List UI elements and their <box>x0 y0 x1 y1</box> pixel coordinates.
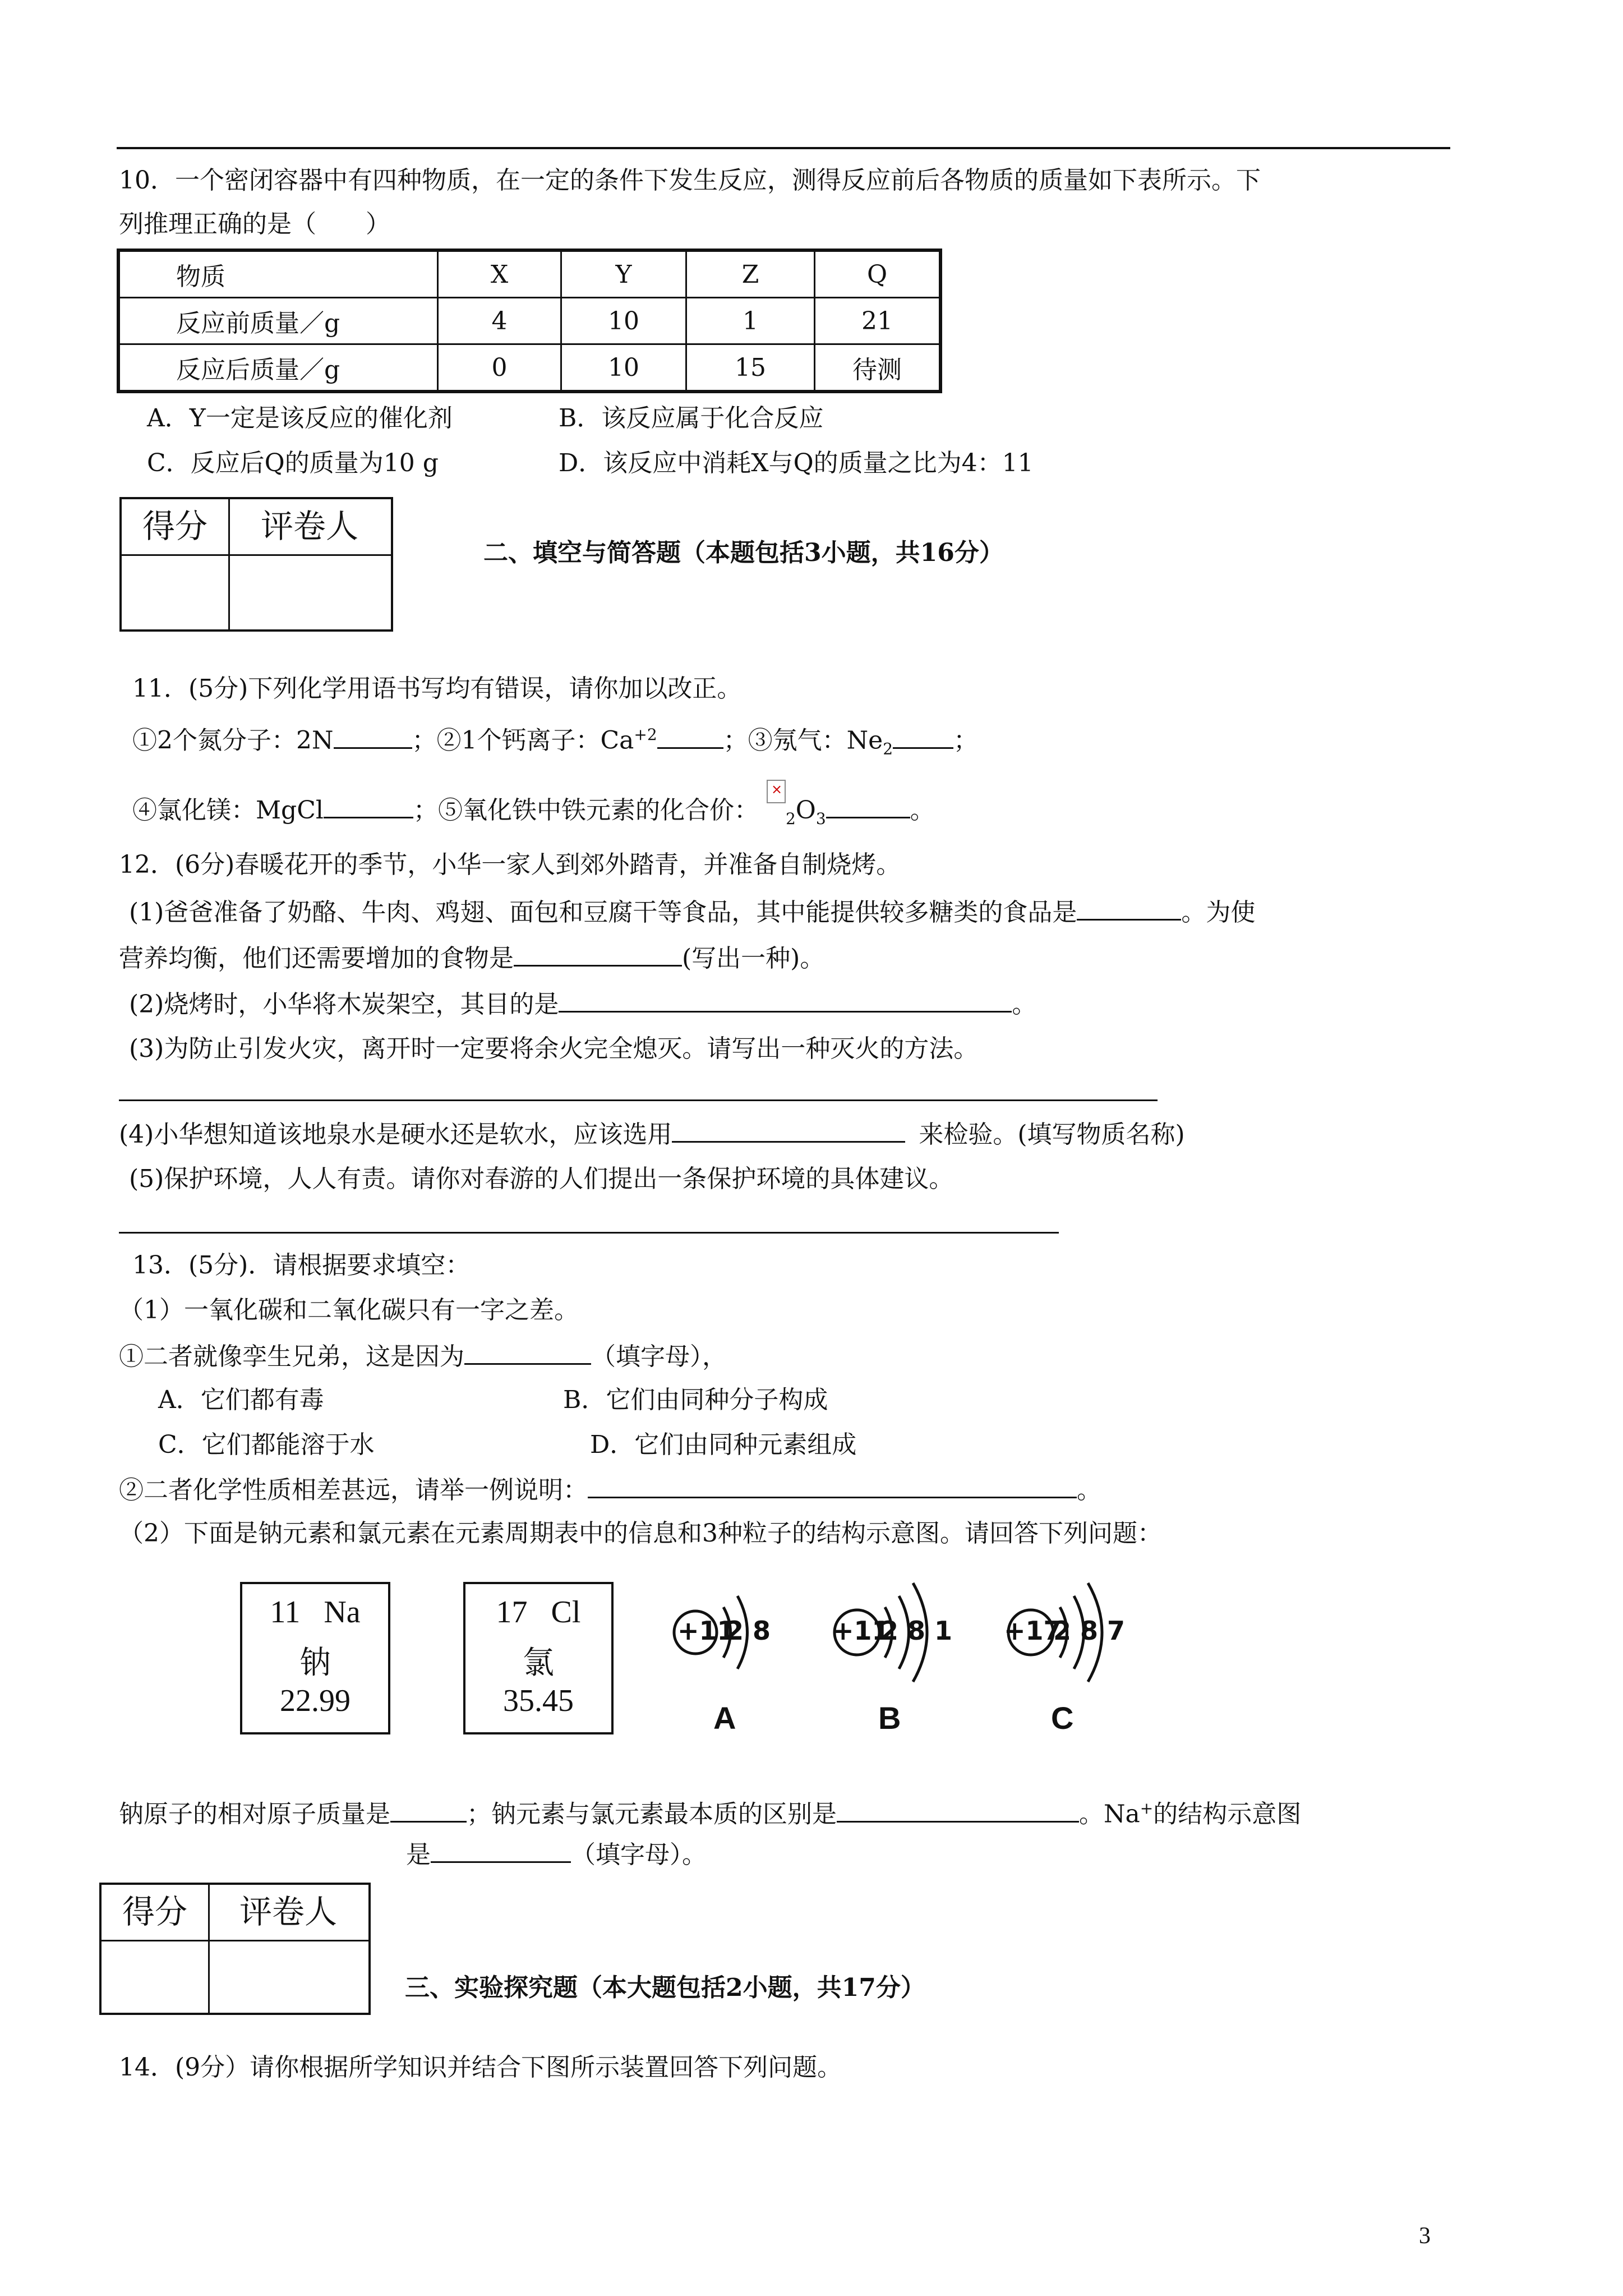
table-row <box>118 344 940 392</box>
answer-blank[interactable] <box>390 1796 467 1823</box>
atom-a-label: A <box>713 1700 736 1736</box>
answer-line[interactable] <box>119 1099 1158 1101</box>
q12-s2 <box>129 986 1036 1022</box>
q12-s1a: (1)爸爸准备了奶酪、牛肉、鸡翅、面包和豆腐干等食品，其中能提供较多糖类的食品是 <box>129 898 1077 927</box>
q13-p1b-end: 。 <box>1077 1476 1101 1504</box>
broken-image-icon: × <box>767 780 786 803</box>
atom-c-shells: 2 8 7 <box>1053 1616 1126 1646</box>
answer-blank[interactable] <box>324 792 413 818</box>
q10-option-d: D．该反应中消耗X与Q的质量之比为4：11 <box>559 449 1034 477</box>
q13-option-c: C．它们都能溶于水 <box>158 1430 375 1459</box>
q10-stem-line2: 列推理正确的是（ ） <box>119 210 390 238</box>
q12-s3: (3)为防止引发火灾，离开时一定要将余火完全熄灭。请写出一种灭火的方法。 <box>129 1034 979 1063</box>
q13-option-a: A．它们都有毒 <box>158 1386 324 1414</box>
q13-option-b: B．它们由同种分子构成 <box>563 1386 828 1414</box>
section-2-title: 二、填空与简答题（本题包括3小题，共16分） <box>483 539 1004 567</box>
atom-c-label: C <box>1051 1700 1074 1736</box>
q10-option-b: B．该反应属于化合反应 <box>559 404 824 432</box>
divider <box>228 499 230 629</box>
table-cell: 物质 <box>118 250 438 298</box>
table-cell: 反应后质量／g <box>118 344 438 392</box>
subscript: 2 <box>785 809 796 828</box>
table-cell: 10 <box>561 344 686 392</box>
superscript: + <box>1140 1799 1154 1818</box>
q10-option-c: C．反应后Q的质量为10 g <box>147 449 439 477</box>
q14-stem: 14．(9分）请你根据所学知识并结合下图所示装置回答下列问题。 <box>119 2053 842 2082</box>
score-box <box>99 1883 371 2015</box>
q13-option-d: D．它们由同种元素组成 <box>590 1430 857 1459</box>
q11-line1 <box>132 718 978 766</box>
answer-blank[interactable] <box>464 1338 591 1365</box>
divider <box>102 1940 368 1941</box>
q13-stem: 13．(5分)．请根据要求填空： <box>132 1251 471 1280</box>
atom-b-label: B <box>878 1700 901 1736</box>
q11-part5: ；⑤氧化铁中铁元素的化合价： <box>413 796 759 825</box>
divider <box>208 1885 210 2013</box>
q11-part3: ；③氖气：Ne <box>723 726 883 755</box>
element-mass: 35.45 <box>503 1683 574 1718</box>
table-cell: 21 <box>815 298 941 344</box>
table-cell: 反应前质量／g <box>118 298 438 344</box>
q12-s1b: 。为使 <box>1181 898 1256 927</box>
table-row <box>118 298 940 344</box>
atom-a-shells: 2 8 <box>726 1616 771 1646</box>
element-card-sodium <box>240 1582 390 1734</box>
q13-qc: 。Na <box>1079 1800 1140 1829</box>
element-card-chlorine <box>463 1582 614 1734</box>
grader-label: 评卷人 <box>239 1893 337 1931</box>
q12-s5: (5)保护环境，人人有责。请你对春游的人们提出一条保护环境的具体建议。 <box>129 1165 954 1193</box>
q12-s1c: 营养均衡，他们还需要增加的食物是 <box>119 944 514 973</box>
table-cell: Y <box>561 250 686 298</box>
q12-s2a: (2)烧烤时，小华将木炭架空，其目的是 <box>129 990 559 1019</box>
q13-part1: （1）一氧化碳和二氧化碳只有一字之差。 <box>119 1296 579 1324</box>
answer-blank[interactable] <box>514 940 682 967</box>
table-cell: 4 <box>438 298 561 344</box>
q13-question-line2 <box>406 1837 707 1872</box>
q13-part1a <box>119 1338 727 1374</box>
table-cell: Q <box>815 250 941 298</box>
subscript: 3 <box>815 809 826 828</box>
divider <box>122 554 391 556</box>
q12-s4 <box>119 1116 1185 1152</box>
q12-s1-line1 <box>129 894 1255 930</box>
answer-blank[interactable] <box>588 1472 1077 1498</box>
q12-s4a: (4)小华想知道该地泉水是硬水还是软水，应该选用 <box>119 1120 672 1149</box>
atom-c-nucleus: +17 <box>1004 1616 1062 1646</box>
q11-stem: 11．(5分)下列化学用语书写均有错误，请你加以改正。 <box>132 674 742 703</box>
score-box-label: 得分 <box>142 507 208 545</box>
answer-blank[interactable] <box>826 792 910 818</box>
atom-b-nucleus: +11 <box>832 1616 890 1646</box>
q12-stem: 12．(6分)春暖花开的季节，小华一家人到郊外踏青，并准备自制烧烤。 <box>119 850 901 879</box>
subscript: 2 <box>883 739 893 758</box>
element-name: 氯 <box>523 1646 554 1681</box>
table-cell: X <box>438 250 561 298</box>
superscript: +2 <box>634 725 657 744</box>
answer-blank[interactable] <box>893 723 953 749</box>
page-number: 3 <box>1419 2223 1431 2249</box>
q13-part1b <box>119 1472 1101 1507</box>
q13-qb: ；钠元素与氯元素最本质的区别是 <box>467 1800 837 1829</box>
q11-part3-end: ； <box>953 726 979 755</box>
q11-part4: ④氯化镁：MgCl <box>132 796 324 825</box>
element-number-symbol: 17 Cl <box>496 1595 581 1630</box>
score-box <box>119 497 393 632</box>
section-3-title: 三、实验探究题（本大题包括2小题，共17分） <box>405 1973 925 2002</box>
score-box-label: 得分 <box>122 1893 187 1931</box>
header-rule <box>117 147 1450 149</box>
answer-blank[interactable] <box>334 723 412 749</box>
table-row <box>118 250 940 298</box>
grader-label: 评卷人 <box>260 507 358 545</box>
q13-qa: 钠原子的相对原子质量是 <box>119 1800 390 1829</box>
element-name: 钠 <box>299 1646 331 1681</box>
table-cell: 15 <box>686 344 815 392</box>
formula-text: O <box>795 796 816 825</box>
q12-s2b: 。 <box>1012 990 1037 1019</box>
q11-line2 <box>132 781 935 836</box>
table-cell: 10 <box>561 298 686 344</box>
answer-blank[interactable] <box>657 723 723 749</box>
q10-option-a: A．Y一定是该反应的催化剂 <box>147 404 453 432</box>
table-cell: 1 <box>686 298 815 344</box>
q12-s1-line2 <box>119 940 824 976</box>
q13-p1a: ①二者就像孪生兄弟，这是因为 <box>119 1342 464 1371</box>
atom-a-nucleus: +11 <box>677 1616 735 1646</box>
q10-table <box>117 249 942 393</box>
answer-blank[interactable] <box>672 1116 905 1143</box>
atom-b-shells: 2 8 1 <box>880 1616 953 1646</box>
table-cell: Z <box>686 250 815 298</box>
q11-part1: ①2个氮分子：2N <box>132 726 334 755</box>
table-cell: 0 <box>438 344 561 392</box>
q11-part5-end: 。 <box>910 796 935 825</box>
q13-qd: 的结构示意图 <box>1153 1800 1302 1829</box>
q13-qe: 是 <box>406 1841 431 1869</box>
q13-p1b: ②二者化学性质相差甚远，请举一例说明： <box>119 1476 588 1504</box>
q11-part2: ；②1个钙离子：Ca <box>412 726 634 755</box>
q10-stem-line1: 10．一个密闭容器中有四种物质，在一定的条件下发生反应，测得反应前后各物质的质量如下表所示。下 <box>119 166 1261 195</box>
q12-s1d: (写出一种)。 <box>682 944 825 973</box>
answer-blank[interactable] <box>431 1837 571 1863</box>
answer-blank[interactable] <box>1077 894 1181 921</box>
answer-blank[interactable] <box>837 1796 1079 1823</box>
table-cell: 待测 <box>815 344 941 392</box>
element-mass: 22.99 <box>280 1683 351 1718</box>
q13-qf: （填字母）。 <box>571 1841 707 1869</box>
q12-s4b: 来检验。(填写物质名称) <box>919 1120 1185 1149</box>
answer-blank[interactable] <box>559 986 1012 1013</box>
element-number-symbol: 11 Na <box>270 1595 361 1630</box>
q13-p1a-end: （填字母）， <box>591 1342 727 1371</box>
q13-part2: （2）下面是钠元素和氯元素在元素周期表中的信息和3种粒子的结构示意图。请回答下列问题： <box>119 1519 1162 1548</box>
q13-question-line1 <box>119 1792 1301 1832</box>
answer-line[interactable] <box>119 1232 1059 1234</box>
